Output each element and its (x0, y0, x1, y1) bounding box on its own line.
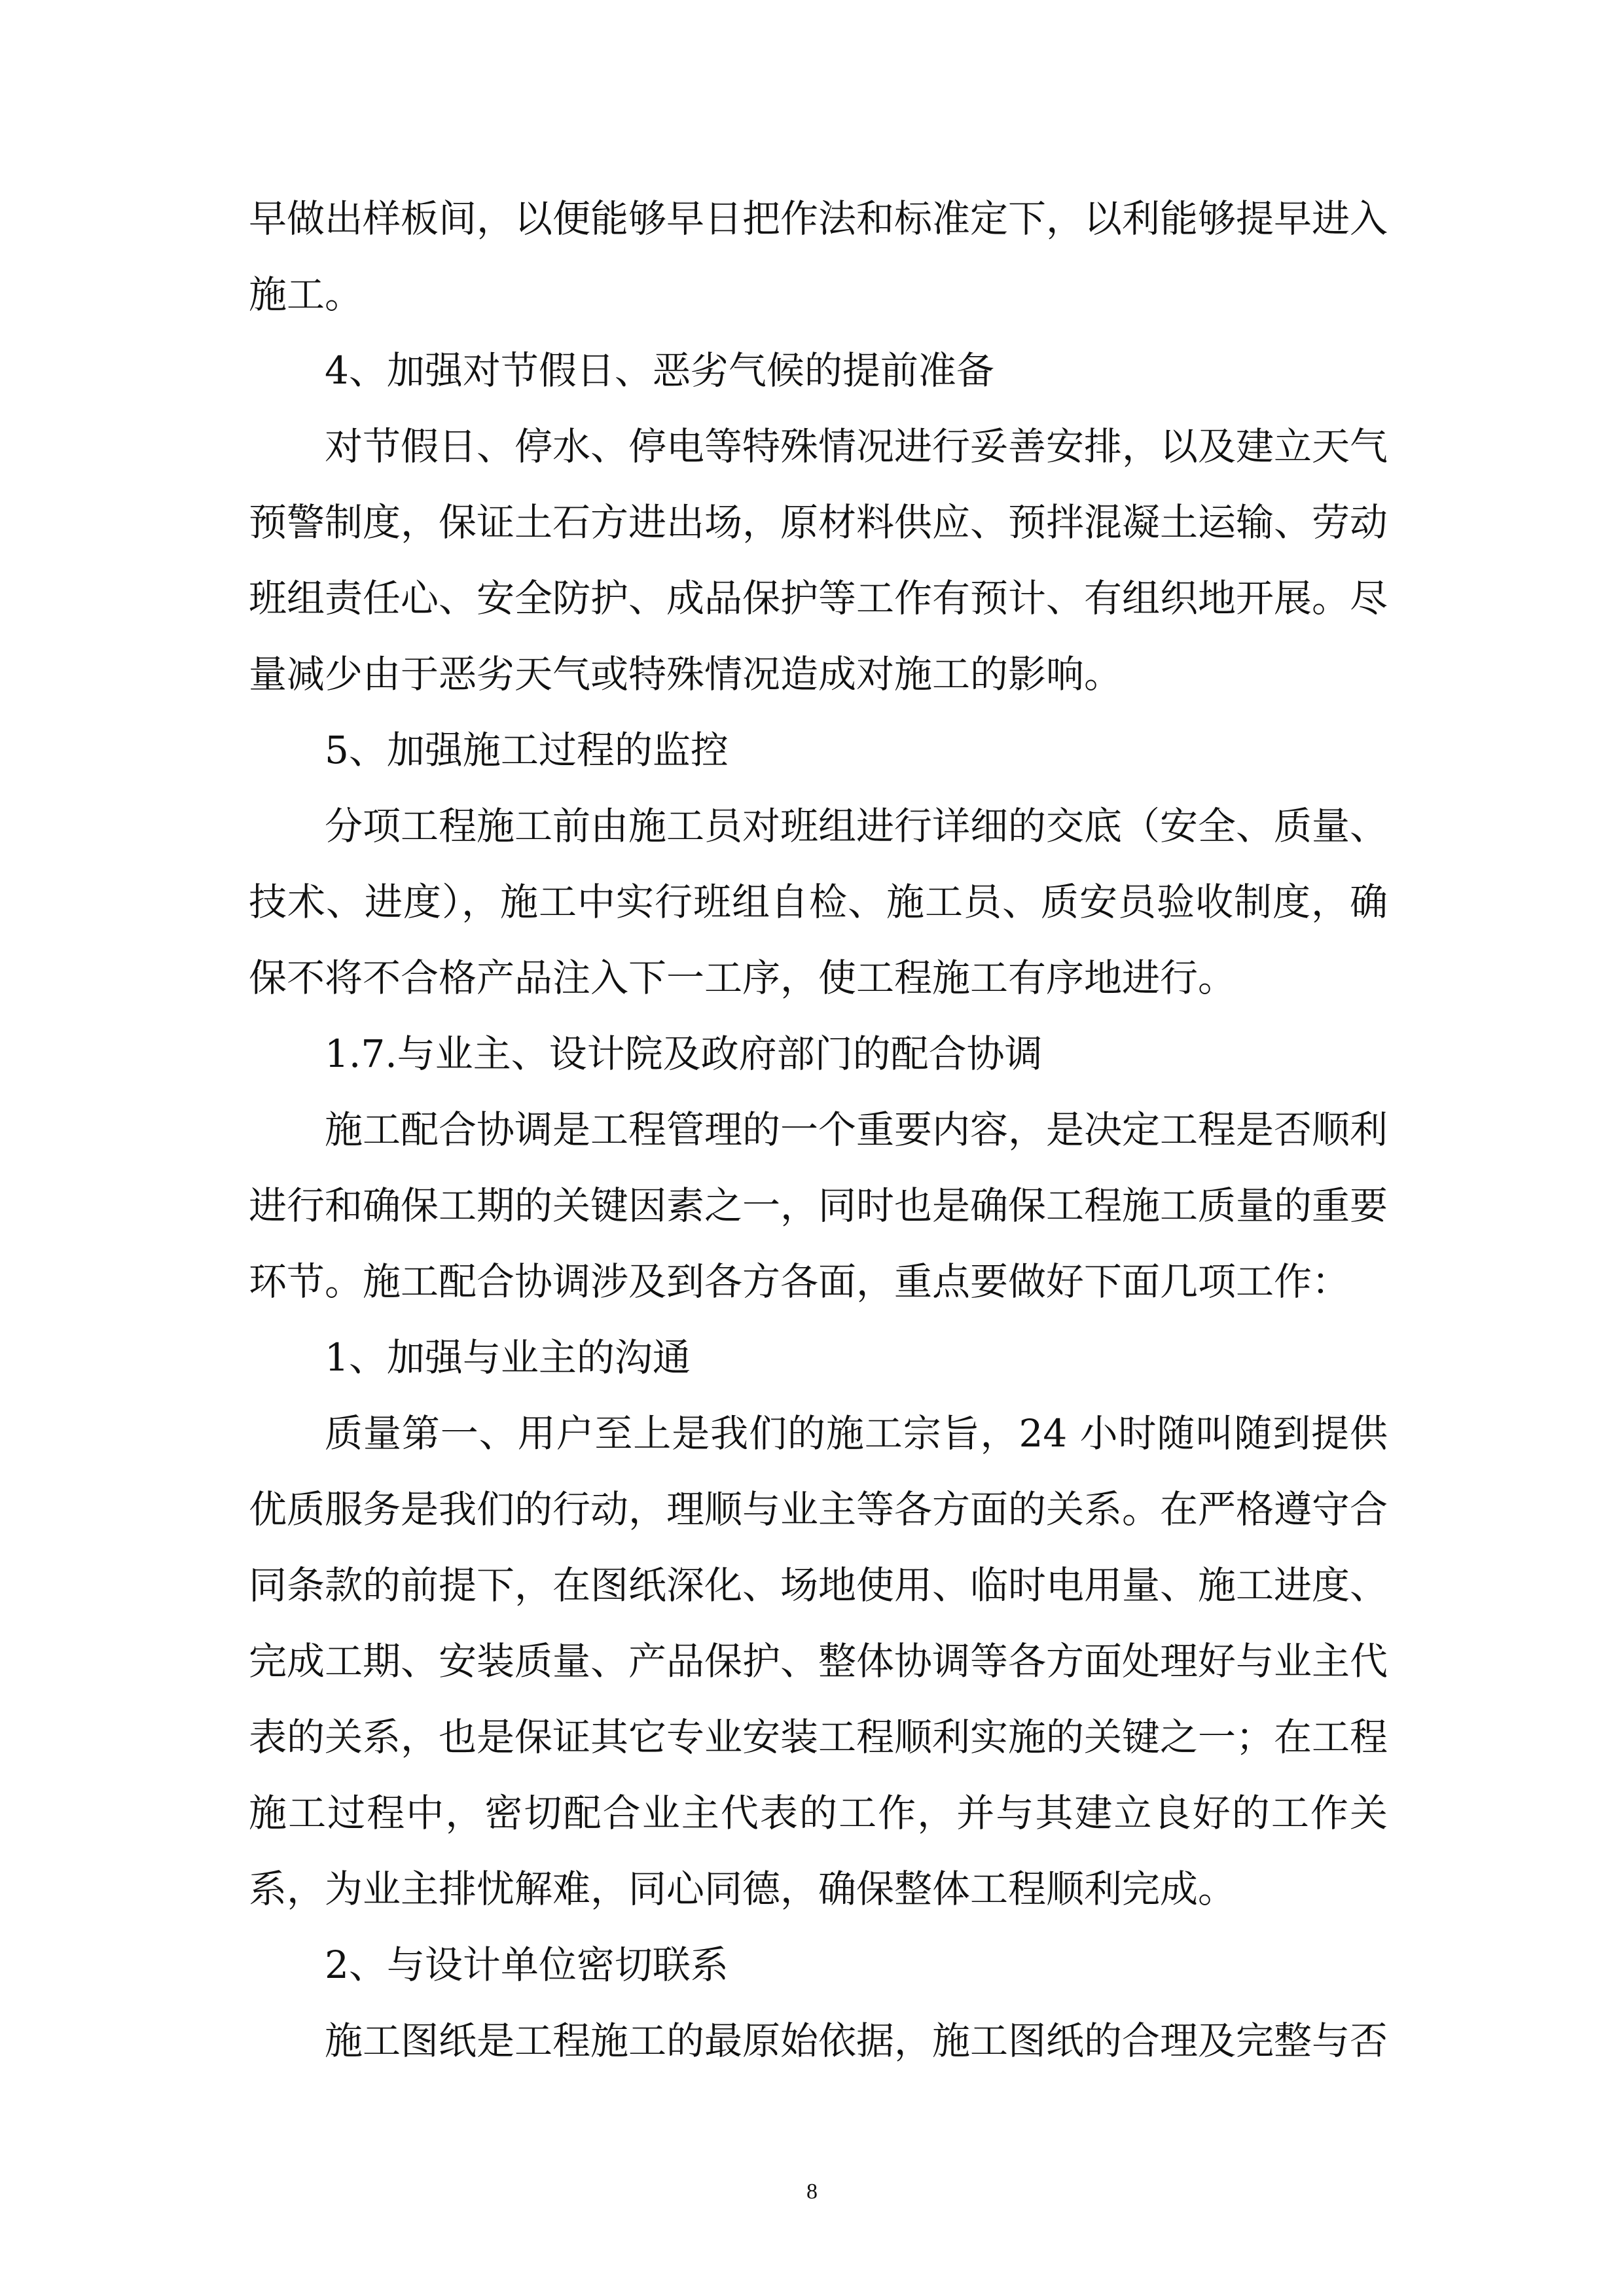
paragraph-design-liaison: 施工图纸是工程施工的最原始依据，施工图纸的合理及完整与否 (325, 2018, 1388, 2063)
heading-item-5: 5、加强施工过程的监控 (325, 728, 729, 772)
heading-item-4: 4、加强对节假日、恶劣气候的提前准备 (325, 348, 994, 393)
paragraph-continuation: 早做出样板间，以便能够早日把作法和标准定下，以利能够提早进入施工。 (249, 196, 1388, 317)
paragraph-holiday-preparation: 对节假日、停水、停电等特殊情况进行妥善安排，以及建立天气预警制度，保证土石方进出场，原材料供应、预拌混凝土运输、劳动班组责任心、安全防护、成品保护等工作有预计、有组织地开展。尽量减少由于恶劣天气或特殊情况造成对施工的影响。 (249, 424, 1388, 696)
paragraph-owner-communication: 质量第一、用户至上是我们的施工宗旨，24 小时随叫随到提供优质服务是我们的行动，理顺与业主等各方面的关系。在严格遵守合同条款的前提下，在图纸深化、场地使用、临时电用量、施工进度、完成工期、安装质量、产品保护、整体协调等各方面处理好与业主代表的关系，也是保证其它专业安装工程顺利实施的关键之一；在工程施工过程中，密切配合业主代表的工作，并与其建立良好的工作关系，为业主排忧解难，同心同德，确保整体工程顺利完成。 (249, 1411, 1388, 1911)
heading-item-2: 2、与设计单位密切联系 (325, 1943, 729, 1987)
document-body (249, 181, 1388, 2079)
page-number: 8 (806, 2179, 818, 2204)
section-heading-1-7: 1.7.与业主、设计院及政府部门的配合协调 (325, 1031, 1043, 1076)
paragraph-process-monitoring: 分项工程施工前由施工员对班组进行详细的交底（安全、质量、技术、进度），施工中实行班组自检、施工员、质安员验收制度，确保不将不合格产品注入下一工序，使工程施工有序地进行。 (249, 804, 1388, 1000)
paragraph-coordination: 施工配合协调是工程管理的一个重要内容，是决定工程是否顺利进行和确保工期的关键因素之一，同时也是确保工程施工质量的重要环节。施工配合协调涉及到各方各面，重点要做好下面几项工作： (249, 1107, 1388, 1304)
heading-item-1: 1、加强与业主的沟通 (325, 1335, 691, 1380)
